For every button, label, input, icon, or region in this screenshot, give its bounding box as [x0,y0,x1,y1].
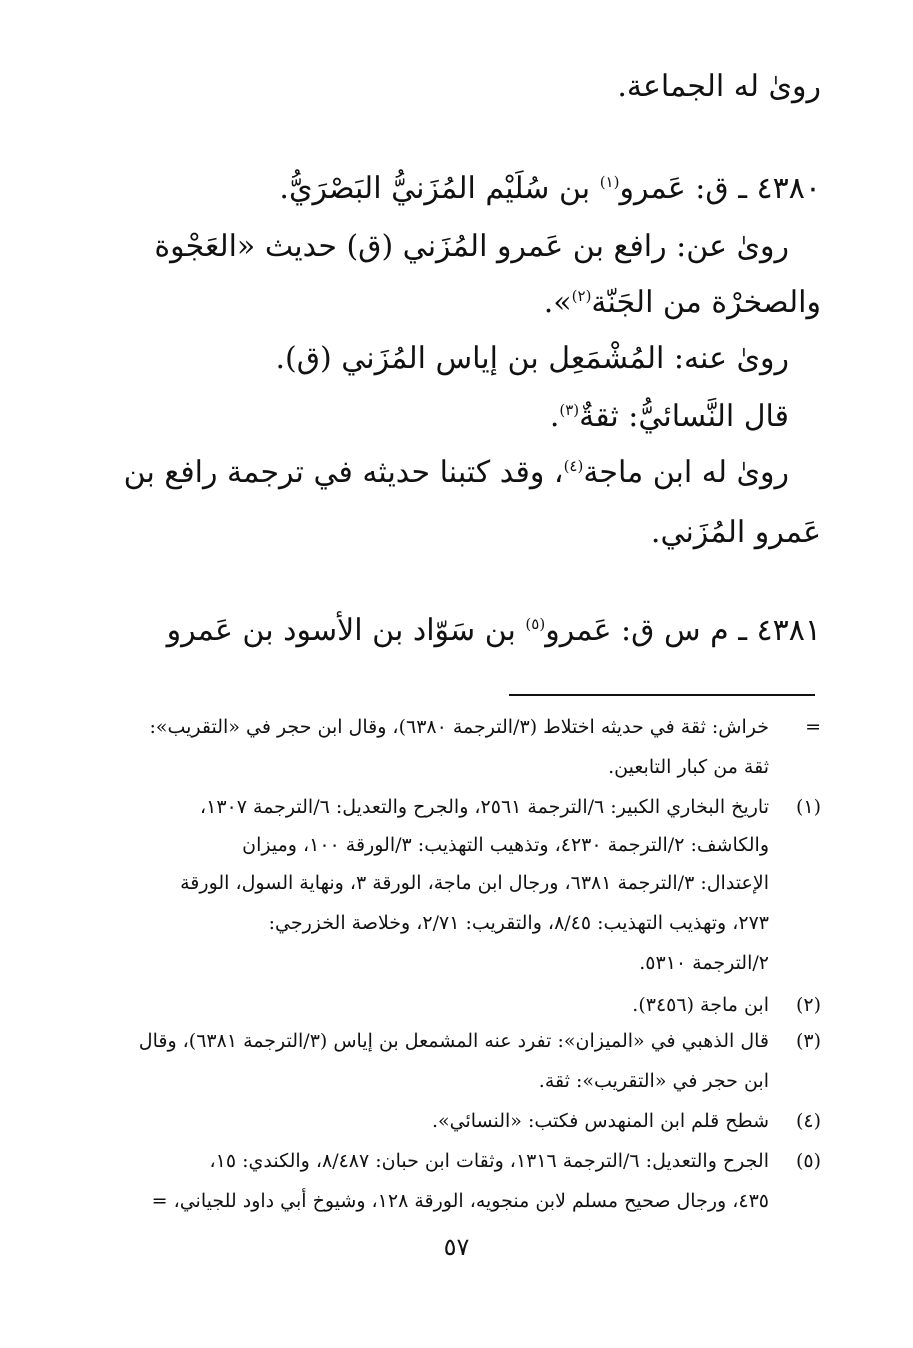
footnote-text: ٢٧٣، وتهذيب التهذيب: ٨/٤٥، والتقريب: ٢/٧١، وخلاصة الخزرجي: [268,912,769,934]
footnote-number: (٢) [795,994,821,1016]
text-line [124,444,789,502]
footnote-ref[interactable]: (٣) [559,401,580,419]
footnote-text: شطح قلم ابن المنهدس فكتب: «النسائي». [431,1110,769,1132]
footnote-5 [92,1150,821,1212]
text-line [550,388,789,446]
footnote-text: خراش: ثقة في حديثه اختلاط (٣/الترجمة ٦٣٨٠)، وقال ابن حجر في «التقريب»: [149,716,769,738]
text-line: روىٰ عنه: المُشْمَعِل بن إياس المُزَني (ق). [275,341,789,376]
line-text: والصخرْة من الجَنّة [591,285,821,320]
footnote-number: (٤) [795,1110,821,1132]
text-line: روىٰ عن: رافع بن عَمرو المُزَني (ق) حديث «العَجْوة [154,229,789,264]
footnote-text: الجرح والتعديل: ٦/الترجمة ١٣١٦، وثقات ابن حبان: ٨/٤٨٧، والكندي: ١٥، [209,1150,769,1172]
line-text: ». [543,285,572,320]
footnote-ref[interactable]: (٥) [525,615,546,633]
footnote-text: ابن ماجة (٣٤٥٦). [632,994,769,1016]
text-line: روىٰ له الجماعة. [617,69,821,104]
continuation-mark: = [805,716,821,738]
line-text: ، وقد كتبنا حديثه في ترجمة رافع بن [123,455,564,490]
page-number: ٥٧ [443,1233,470,1261]
footnote-text: ٢/الترجمة ٥٣١٠. [639,952,769,974]
footnote-continued [92,716,821,778]
footnote-text: ثقة من كبار التابعين. [608,756,769,778]
footnote-3 [92,1030,821,1092]
entry-heading-4380 [279,160,821,218]
footnote-number: (١) [795,796,821,818]
footnote-text: والكاشف: ٢/الترجمة ٤٢٣٠، وتذهيب التهذيب: ٣/الورقة ١٠٠، وميزان [242,834,769,856]
line-text: قال النَّسائيُّ: ثقةٌ [579,399,789,434]
footnote-text: قال الذهبي في «الميزان»: تفرد عنه المشمعل بن إياس (٣/الترجمة ٦٣٨١)، وقال [138,1030,769,1052]
entry-text: بن سَوّاد بن الأسود بن عَمرو [166,613,526,648]
footnote-ref[interactable]: (٤) [563,457,584,475]
entry-text: بن سُلَيْم المُزَنيُّ البَصْرَيُّ. [279,171,600,206]
text-line [544,274,821,332]
footnote-text: تاريخ البخاري الكبير: ٦/الترجمة ٢٥٦١، والجرح والتعديل: ٦/الترجمة ١٣٠٧، [200,796,769,818]
entry-text: ٤٣٨١ ـ م س ق: عَمرو [545,613,821,648]
footnote-divider [509,694,815,696]
footnote-number: (٥) [795,1150,821,1172]
footnote-text: ابن حجر في «التقريب»: ثقة. [538,1070,769,1092]
line-text: روىٰ له ابن ماجة [583,455,789,490]
line-text: . [549,399,560,434]
text-line: عَمرو المُزَني. [650,515,821,550]
entry-heading-4381 [167,602,821,660]
footnote-ref[interactable]: (١) [599,173,620,191]
footnote-number: (٣) [795,1030,821,1052]
footnote-text: الإعتدال: ٣/الترجمة ٦٣٨١، ورجال ابن ماجة، الورقة ٣، ونهاية السول، الورقة [180,872,769,894]
footnote-text: ٤٣٥، ورجال صحيح مسلم لابن منجويه، الورقة ١٢٨، وشيوخ أبي داود للجياني، = [151,1190,769,1212]
footnote-ref[interactable]: (٢) [571,287,592,305]
footnote-1 [92,796,821,974]
footnote-2 [92,996,821,1026]
entry-text: ٤٣٨٠ ـ ق: عَمرو [619,171,821,206]
footnote-4 [92,1112,821,1142]
